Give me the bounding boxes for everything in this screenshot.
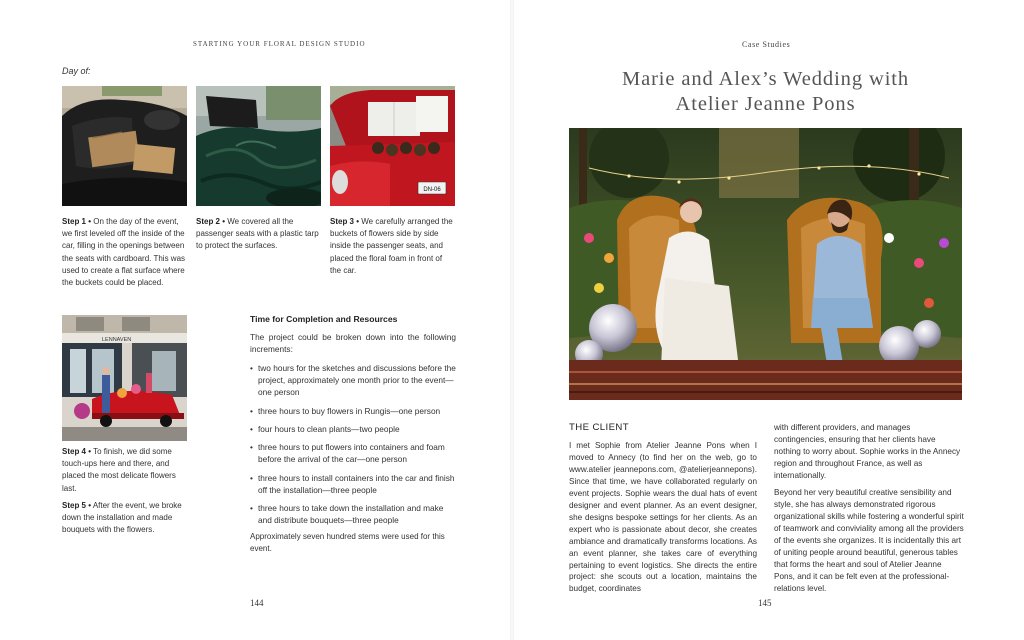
resources-list <box>250 362 456 533</box>
step-2-label: Step 2 • <box>196 217 226 226</box>
caption-step-4 <box>62 446 187 495</box>
photo-step-1 <box>62 86 187 206</box>
resources-footer: Approximately seven hundred stems were used for this event. <box>250 532 445 554</box>
step-4-label: Step 4 • <box>62 447 92 456</box>
resources-item: • three hours to take down the installation and make and distribute bouquets—three people <box>250 502 456 526</box>
step-2-text: We covered all the passenger seats with a plastic tarp to protect the surfaces. <box>196 217 319 251</box>
step-1-label: Step 1 • <box>62 217 92 226</box>
title-line-2: Atelier Jeanne Pons <box>675 93 856 115</box>
caption-step-2 <box>196 216 321 253</box>
caption-step-3 <box>330 216 455 277</box>
step-3-text: We carefully arranged the buckets of flowers side by side inside the passenger seats, and placed the floral foam in front of the car. <box>330 217 453 275</box>
step-5-text: After the event, we broke down the installation and made bouquets with the flowers. <box>62 501 182 535</box>
photo-step-4 <box>62 315 187 441</box>
client-col2-para-2: Beyond her very beautiful creative sensibility and style, she has always demonstrated rigorous organizational skills while fostering a wonderful spirit of teamwork and conviviality among all the providers of the events she organizes. It is incidentally this art of uniting people around beautiful, generous tables that forms the heart and soul of Atelier Jeanne Pons, and it can be felt even at the professional-relations level. <box>774 487 964 593</box>
resources-item: • two hours for the sketches and discussions before the project, approximately one month prior to the event—one person <box>250 362 456 398</box>
client-column-1: I met Sophie from Atelier Jeanne Pons when I moved to Annecy (to find her on the web, go to www.atelier jeannepons.com, @atelierjeannepons). Since that time, we have collaborated regularly on event projects. Sophie wears the dual hats of event designer and event planner. As an event designer, she designs bespoke settings for her clients. As an expert who is passionate about decor, she creates ambiance and dramatically transforms locations. As an event planner, she takes care of everything pertaining to event logistics. She directs the entire project: she scouts out a location, maintains the budget, coordinates <box>569 441 757 594</box>
resources-item: • three hours to put flowers into containers and foam before the arrival of the car—one person <box>250 441 456 465</box>
client-col2-para-1: with different providers, and manages contingencies, ensuring that her clients have nothing to worry about. Sophie works in the Annecy region and throughout France, as well as internationally. <box>774 423 961 480</box>
step-1-text: On the day of the event, we first leveled off the inside of the car, filling in the openings between the seats with cardboard. This was used to create a flat surface where the buckets could be placed. <box>62 217 186 288</box>
page-number-left: 144 <box>250 598 264 608</box>
resources-intro: The project could be broken down into the following increments: <box>250 332 456 355</box>
article-title <box>569 67 962 117</box>
step-5-label: Step 5 • <box>62 501 92 510</box>
resources-item: • three hours to buy flowers in Rungis—one person <box>250 405 456 417</box>
running-head-right: Case Studies <box>742 40 791 49</box>
client-heading: THE CLIENT <box>569 422 629 433</box>
resources-item: • four hours to clean plants—two people <box>250 423 456 435</box>
license-plate-text: DN-06 <box>423 187 441 193</box>
day-of-label: Day of: <box>62 66 91 76</box>
photo-step-2 <box>196 86 321 206</box>
wedding-hero-photo <box>569 128 962 400</box>
resources-item: • three hours to install containers into the car and finish off the installation—three people <box>250 472 456 496</box>
step-3-label: Step 3 • <box>330 217 360 226</box>
caption-step-5 <box>62 500 187 537</box>
photo-step-3 <box>330 86 455 206</box>
page-number-right: 145 <box>758 598 772 608</box>
client-column-2 <box>774 422 964 600</box>
running-head-left: STARTING YOUR FLORAL DESIGN STUDIO <box>193 40 366 48</box>
gutter <box>510 0 514 640</box>
resources-heading: Time for Completion and Resources <box>250 314 398 324</box>
storefront-sign-text: LENNAVEN <box>102 337 132 343</box>
caption-step-1 <box>62 216 187 289</box>
step-4-text: To finish, we did some touch-ups here and there, and placed the most delicate flowers last. <box>62 447 176 493</box>
title-line-1: Marie and Alex’s Wedding with <box>621 68 910 90</box>
